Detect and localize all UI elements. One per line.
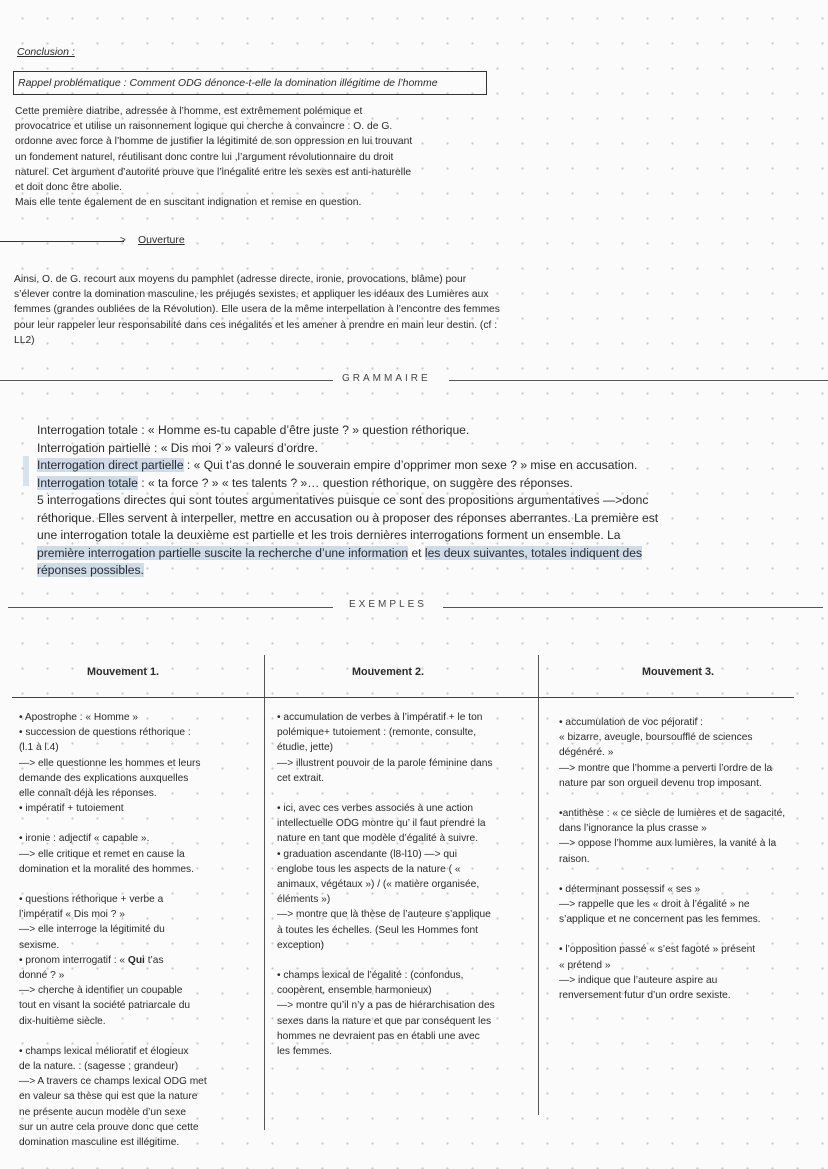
text-line: nature par son orgueil devenu trop imposant. (559, 777, 762, 789)
text-line: • accumulation de voc péjoratif : (559, 717, 704, 728)
text-span: : « Qui t’as donné le souverain empire d’opprimer mon sexe ? » mise en accusation. (183, 458, 638, 472)
text-line: pour leur rappeler leur responsabilité dans ces inégalités et les amener à prendre en main leur destin. (cf : (14, 319, 498, 331)
text-line: •antithèse : « ce siècle de lumières et de sagacité, (559, 808, 786, 820)
highlighted-text: Interrogation totale (37, 475, 138, 490)
text-line: —> cherche à identifier un coupable (19, 985, 183, 997)
list-item (19, 892, 251, 1029)
divider-line (449, 380, 828, 381)
text-line: nature en tant que modèle d’égalité à suivre. (277, 833, 479, 845)
highlighted-text: première interrogation partielle suscite la recherche d’une information (37, 545, 409, 560)
text-line: • graduation ascendante (l8-l10) —> qui (277, 848, 457, 860)
text-line (37, 457, 727, 475)
text-line: polémique+ tutoiement : (remonte, consulte, (277, 727, 477, 739)
divider-line (0, 380, 333, 381)
highlighted-text: réponses possibles. (37, 563, 144, 577)
ouverture-heading: Ouverture (138, 234, 185, 246)
text-line: Interrogation totale : « Homme es-tu capable d’être juste ? » question réthorique. (37, 423, 470, 437)
text-line: sexisme. (19, 939, 60, 951)
text-line: ordonne avec force à l’homme de justifier la légitimité de son oppression en lui trouvant (15, 136, 413, 148)
column-mouvement-1 (19, 710, 251, 1165)
text-line: coopèrent, ensemble harmonieux) (277, 985, 432, 997)
conclusion-paragraph (15, 104, 485, 210)
list-item (19, 710, 251, 816)
list-item (559, 715, 809, 791)
column-title-mouvement-1: Mouvement 1. (87, 666, 159, 678)
column-title-mouvement-3: Mouvement 3. (642, 666, 714, 678)
list-item (559, 806, 809, 867)
text-line: et doit donc être abolie. (15, 182, 123, 194)
column-title-mouvement-2: Mouvement 2. (352, 666, 424, 678)
table-header-line (12, 697, 794, 698)
text-line: Mais elle tente également de en suscitant indignation et remise en question. (15, 197, 362, 209)
text-line: • impératif + tutoiement (19, 803, 124, 815)
text-line: s’élever contre la domination masculine, les préjugés sexistes, et appliquer les idéaux des Lumières aux (14, 289, 489, 301)
column-mouvement-2 (277, 710, 529, 1074)
text-line (37, 562, 727, 580)
highlighted-text: Interrogation direct partielle (37, 458, 184, 472)
text-line: —> montre que là thèse de l’auteure s’applique (277, 909, 491, 921)
column-divider (264, 655, 265, 1130)
list-item (277, 801, 529, 953)
text-line: —> illustrent pouvoir de la parole féminine dans (277, 757, 493, 769)
text-span: • pronom interrogatif : « (19, 954, 128, 966)
conclusion-heading: Conclusion : (17, 46, 75, 58)
text-line: LL2) (14, 334, 35, 346)
text-line: —> elle interroge la légitimité du (19, 924, 165, 936)
text-line: intellectuelle ODG montre qu’ il faut prendre la (277, 818, 486, 830)
list-item (277, 710, 529, 786)
text-span: et (408, 545, 425, 560)
text-line: englobe tous les aspects de la nature ( « (277, 863, 461, 875)
grammaire-heading: GRAMMAIRE (342, 373, 431, 384)
text-line: dans l’ignorance la plus crasse » (559, 823, 707, 835)
text-line: —> oppose l’homme aux lumières, la vanité à la (559, 838, 777, 850)
text-line: 5 interrogations directes qui sont toutes argumentatives puisque ce sont des propositions argumentatives —>donc (37, 493, 649, 507)
problematique-box: Rappel problématique : Comment ODG dénonce-t-elle la domination illégitime de l’homme (13, 71, 487, 95)
text-line: • accumulation de verbes à l’impératif + le ton (277, 712, 483, 723)
text-line: naturel. Cet argument d’autorité prouve que l’inégalité entre les sexes est anti-naturelle (15, 166, 412, 178)
text-line: « bizarre, aveugle, boursoufflé de sciences (559, 732, 753, 744)
column-mouvement-3 (559, 715, 809, 1018)
text-line: • champs lexical mélioratif et élogieux (19, 1045, 189, 1057)
text-line (37, 475, 727, 493)
text-line: femmes (grandes oubliées de la Révolution). Elle usera de la même interpellation à l’encontre des femmes (14, 304, 500, 316)
text-line: • ironie : adjectif « capable ». (19, 833, 150, 845)
text-line: renversement futur d’un ordre sexiste. (559, 990, 731, 1002)
arrow-right-icon: > (120, 235, 126, 246)
text-line: • déterminant possessif « ses » (559, 883, 701, 895)
text-line: • succession de questions réthorique : (19, 727, 191, 739)
text-line: —> elle critique et remet en cause la (19, 848, 185, 860)
text-line: exception) (277, 939, 325, 951)
text-line: s’applique et ne concernent pas les femmes. (559, 914, 761, 926)
text-line: une interrogation totale la deuxième est partielle et les trois dernières interrogations forment un ensemble. La (37, 528, 621, 542)
text-line: domination et la moralité des hommes. (19, 863, 194, 875)
bold-word: Qui (127, 954, 145, 966)
text-line: domination masculine est illégitime. (19, 1137, 180, 1149)
highlighted-text: les deux suivantes, totales indiquent des (424, 545, 643, 560)
text-line (37, 545, 727, 563)
divider-line (8, 607, 333, 608)
text-line: réthorique. Elles servent à interpeller, mettre en accusation ou à proposer des réponses aberrantes. La première est (37, 510, 659, 525)
text-line: ne présente aucun modèle d’un sexe (19, 1106, 187, 1118)
text-line: « prétend » (559, 959, 611, 971)
text-span: t’as (144, 954, 164, 966)
text-line: Cette première diatribe, adressée à l’homme, est extrêmement polémique et (15, 106, 363, 117)
text-line: elle connaît déjà les réponses. (19, 788, 157, 800)
list-item (19, 831, 251, 877)
text-line: • questions réthorique + verbe a (19, 894, 164, 906)
text-line: demande des explications auxquelles (19, 772, 189, 784)
ouverture-paragraph (14, 272, 574, 348)
text-line: un fondement naturel, réutilisant donc contre lui ,l’argument révolutionnaire du droit (15, 151, 394, 163)
text-line: raison. (559, 853, 590, 865)
text-span: : « ta force ? » « tes talents ? »… question réthorique, on suggère des réponses. (137, 475, 573, 490)
list-item (559, 882, 809, 928)
text-line: sur un autre cela prouve donc que cette (19, 1121, 199, 1133)
text-line: (l.1 à l.4) (19, 742, 59, 754)
text-line: hommes ne devraient pas en établi une avec (277, 1030, 480, 1042)
text-line: dix-huitième siècle. (19, 1015, 106, 1027)
text-line: Ainsi, O. de G. recourt aux moyens du pamphlet (adresse directe, ironie, provocations, blâme) pour (14, 274, 467, 285)
exemples-heading: EXEMPLES (349, 599, 427, 610)
highlight-marker (23, 456, 29, 486)
text-line: à toutes les échelles. (Seul les Hommes font (277, 924, 479, 936)
text-line: Interrogation partielle : « Dis moi ? » valeurs d’ordre. (37, 440, 318, 455)
text-line: provocatrice et utilise un raisonnement logique qui cherche à convaincre : O. de G. (15, 121, 393, 133)
text-line: cet extrait. (277, 772, 324, 784)
text-line: tout en visant la société patriarcale du (19, 1000, 191, 1012)
list-item (19, 1044, 251, 1150)
list-item (559, 942, 809, 1003)
text-line: dégénéré. » (559, 747, 614, 759)
text-line: • Apostrophe : « Homme » (19, 712, 139, 723)
list-item (277, 968, 529, 1059)
text-line: éléments ») (277, 894, 331, 906)
text-line: —> indique que l’auteure aspire au (559, 974, 718, 986)
divider-line (443, 607, 823, 608)
text-line: donné ? » (19, 970, 65, 982)
ouverture-arrow-line (0, 241, 124, 242)
text-line: sexes dans la nature et que par conséquent les (277, 1015, 492, 1027)
text-line: en valeur sa thèse qui est que la nature (19, 1091, 198, 1103)
text-line: • champs lexical de l’égalité : (confondus, (277, 970, 464, 982)
text-line: étudie, jette) (277, 742, 334, 754)
text-line: • l’opposition passé « s’est fagoté » présent (559, 944, 756, 956)
column-divider (538, 655, 539, 1115)
text-line: —> A travers ce champs lexical ODG met (19, 1076, 207, 1088)
text-line: animaux, végétaux ») / (« matière organisée, (277, 879, 480, 891)
text-line: —> montre qu’il n’y a pas de hiérarchisation des (277, 1000, 495, 1012)
text-line: —> elle questionne les hommes et leurs (19, 757, 201, 769)
text-line: l’impératif « Dis moi ? » (19, 909, 125, 921)
text-line: —> montre que l’homme a perverti l’ordre de la (559, 762, 773, 774)
text-line: • ici, avec ces verbes associés à une action (277, 803, 474, 815)
text-line: de la nature. : (sagesse ; grandeur) (19, 1061, 179, 1073)
text-line: les femmes. (277, 1046, 332, 1058)
text-line: —> rappelle que les « droit à l’égalité » ne (559, 899, 750, 911)
grammaire-paragraph (37, 422, 727, 580)
